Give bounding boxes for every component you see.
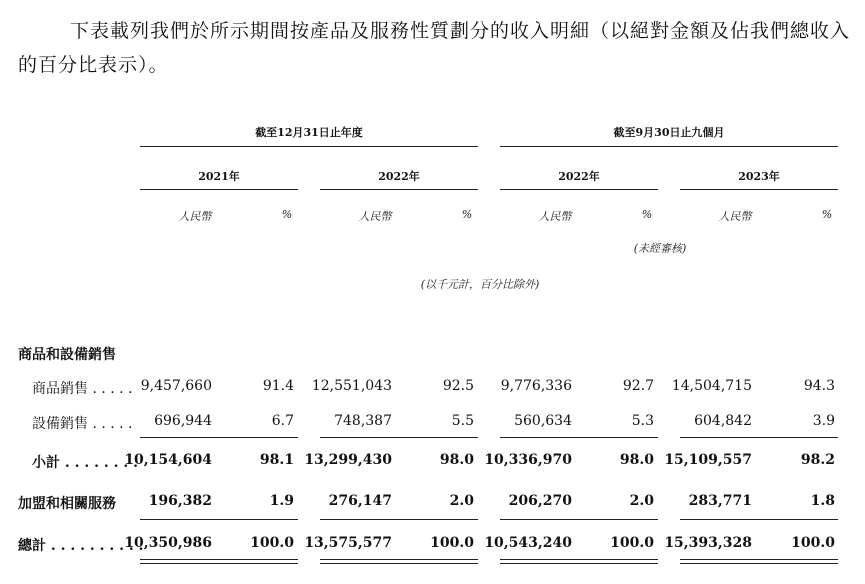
total-double-rule xyxy=(500,559,658,564)
total-rule xyxy=(500,519,658,520)
cell: 6.7 xyxy=(271,413,294,429)
year-rule-1 xyxy=(140,189,298,190)
cell: 100.0 xyxy=(791,535,835,551)
year-header-2: 2022年 xyxy=(378,170,420,183)
cell: 14,504,715 xyxy=(671,378,752,394)
subtotal-rule xyxy=(320,437,478,438)
cell: 283,771 xyxy=(688,493,752,509)
cell: 100.0 xyxy=(250,535,294,551)
total-double-rule xyxy=(320,559,478,564)
cell: 1.9 xyxy=(269,493,294,509)
year-header-1: 2021年 xyxy=(198,170,240,183)
cell: 10,543,240 xyxy=(484,535,572,551)
cell: 604,842 xyxy=(694,413,752,429)
cell: 15,393,328 xyxy=(664,535,752,551)
subtotal-rule xyxy=(500,437,658,438)
cell: 98.2 xyxy=(800,452,835,468)
cell: 10,350,986 xyxy=(124,535,212,551)
cell: 5.3 xyxy=(631,413,654,429)
cell: 276,147 xyxy=(328,493,392,509)
cell: 10,336,970 xyxy=(484,452,572,468)
year-header-4: 2023年 xyxy=(738,170,780,183)
units-note: (以千元計，百分比除外) xyxy=(420,278,540,291)
subtotal-rule xyxy=(140,437,298,438)
cell: 13,299,430 xyxy=(304,452,392,468)
cell: 2.0 xyxy=(449,493,474,509)
cell: 12,551,043 xyxy=(311,378,392,394)
cell: 9,457,660 xyxy=(140,378,212,394)
section-title: 商品和設備銷售 xyxy=(18,347,116,363)
cell: 13,575,577 xyxy=(304,535,392,551)
intro-text: 下表載列我們於所示期間按產品及服務性質劃分的收入明細（以絕對金額及佔我們總收入的百分比表示）。 xyxy=(18,20,851,76)
row-label-subtotal: 小計 . . . . . . . . xyxy=(32,455,138,471)
cell: 92.7 xyxy=(622,378,654,394)
year-rule-2 xyxy=(320,189,478,190)
unaudited-note: (未經審核) xyxy=(633,242,687,255)
cell: 2.0 xyxy=(629,493,654,509)
total-rule xyxy=(140,519,298,520)
cell: 3.9 xyxy=(812,413,835,429)
total-rule xyxy=(320,519,478,520)
cell: 98.0 xyxy=(619,452,654,468)
period-year-header: 截至12月31日止年度 xyxy=(255,126,363,139)
cell: 100.0 xyxy=(430,535,474,551)
year-rule-3 xyxy=(500,189,658,190)
subtotal-rule xyxy=(680,437,838,438)
period-nine-months-rule xyxy=(500,146,838,147)
year-rule-4 xyxy=(680,189,838,190)
cell: 1.8 xyxy=(810,493,835,509)
percent-label-3: % xyxy=(641,208,653,221)
row-label-equipment-sales: 設備銷售 . . . . . xyxy=(32,416,133,432)
cell: 696,944 xyxy=(154,413,212,429)
total-rule xyxy=(680,519,838,520)
cell: 9,776,336 xyxy=(500,378,572,394)
cell: 196,382 xyxy=(148,493,212,509)
currency-label-1: 人民幣 xyxy=(178,210,212,223)
period-nine-months-header: 截至9月30日止九個月 xyxy=(613,126,725,139)
cell: 10,154,604 xyxy=(124,452,212,468)
cell: 92.5 xyxy=(442,378,474,394)
cell: 206,270 xyxy=(508,493,572,509)
currency-label-2: 人民幣 xyxy=(358,210,392,223)
cell: 91.4 xyxy=(262,378,294,394)
cell: 560,634 xyxy=(514,413,572,429)
cell: 94.3 xyxy=(803,378,835,394)
cell: 98.0 xyxy=(439,452,474,468)
percent-label-4: % xyxy=(821,208,833,221)
year-header-3: 2022年 xyxy=(558,170,600,183)
row-label-product-sales: 商品銷售 . . . . . xyxy=(32,381,133,397)
cell: 748,387 xyxy=(334,413,392,429)
row-label-franchise-services: 加盟和相關服務 xyxy=(18,496,116,512)
cell: 15,109,557 xyxy=(664,452,752,468)
intro-paragraph xyxy=(18,14,853,82)
total-double-rule xyxy=(680,559,838,564)
total-double-rule xyxy=(140,559,298,564)
row-label-total: 總計 . . . . . . . . . . xyxy=(18,538,144,554)
percent-label-1: % xyxy=(281,208,293,221)
cell: 100.0 xyxy=(610,535,654,551)
period-year-rule xyxy=(140,146,478,147)
cell: 98.1 xyxy=(259,452,294,468)
cell: 5.5 xyxy=(451,413,474,429)
percent-label-2: % xyxy=(461,208,473,221)
currency-label-3: 人民幣 xyxy=(538,210,572,223)
currency-label-4: 人民幣 xyxy=(718,210,752,223)
